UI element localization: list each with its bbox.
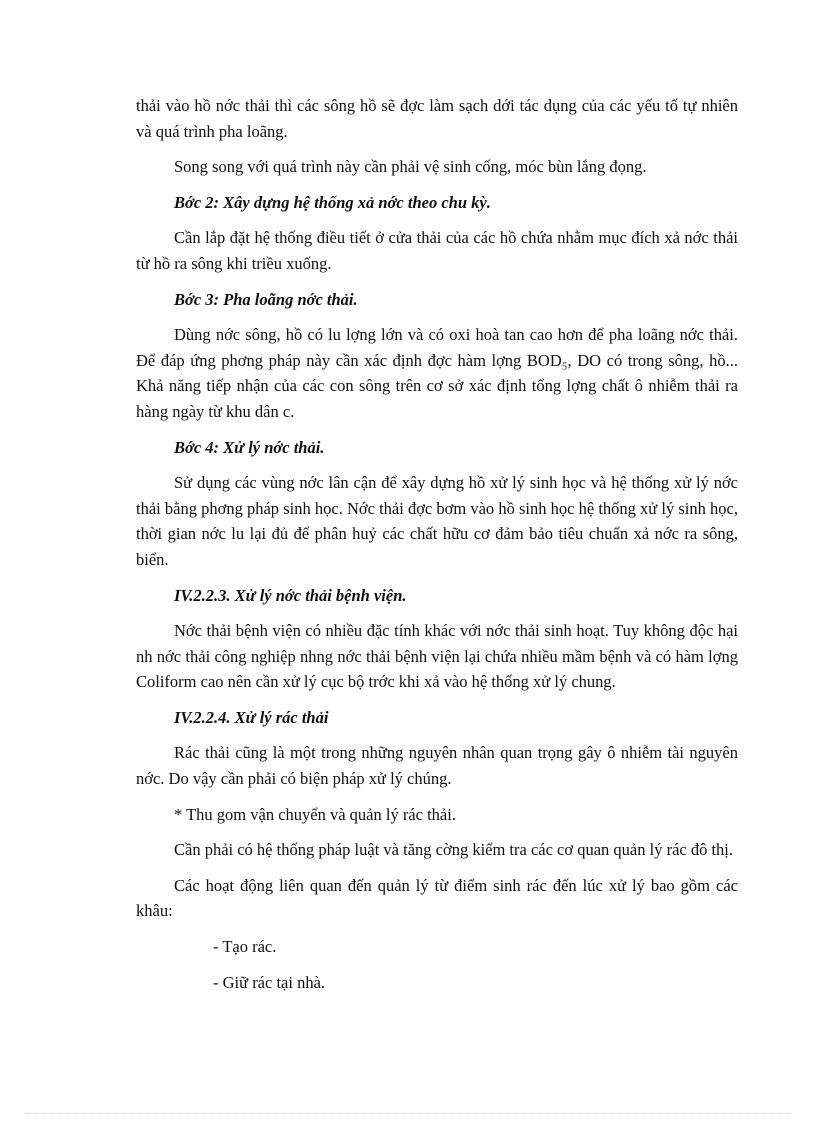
heading-hospital-wastewater: IV.2.2.3. Xử lý nớc thải bệnh viện. [174,585,407,605]
paragraph-solid-waste: Rác thải cũng là một trong những nguyên nhân quan trọng gây ô nhiễm tài nguyên nớc. Do vậy cần phải có biện pháp xử lý chúng. [136,743,738,789]
paragraph-step-4: Sử dụng các vùng nớc lân cận để xây dựng hồ xử lý sinh học và hệ thống xử lý nớc thải bằng phơng pháp sinh học. Nớc thải đợc bơm vào hồ sinh học hệ thống xử lý sinh học, thời gian nớc lu lại đủ để phân huỷ các chất hữu cơ đảm bảo tiêu chuẩn xả nớc ra sông, biển. [136,473,738,569]
paragraph-collection: * Thu gom vận chuyển và quản lý rác thải. [174,804,456,824]
paragraph-sanitation: Song song với quá trình này cần phải vệ sinh cống, móc bùn lắng đọng. [174,157,647,177]
document-page [136,93,738,1005]
paragraph-step-3: Dùng nớc sông, hồ có lu lợng lớn và có oxi hoà tan cao hơn để pha loãng nớc thải. Để đáp ứng phơng pháp này cần xác định đợc hàm lợng BOD₅, DO có trong sông, hồ... Khả năng tiếp nhận của các con sông trên cơ sở xác định tổng lợng chất ô nhiễm thải ra hàng ngày từ khu dân c. [136,325,738,421]
heading-solid-waste: IV.2.2.4. Xử lý rác thải [174,707,329,727]
page-bottom-divider [24,1113,792,1114]
paragraph-continuation: thải vào hồ nớc thải thì các sông hồ sẽ đợc làm sạch dới tác dụng của các yếu tố tự nhiên và quá trình pha loãng. [136,96,738,141]
paragraph-activities: Các hoạt động liên quan đến quản lý từ điểm sinh rác đến lúc xử lý bao gồm các khâu: [136,875,738,921]
heading-step-4: Bớc 4: Xử lý nớc thải. [174,437,325,457]
paragraph-legal-system: Cần phải có hệ thống pháp luật và tăng cờng kiểm tra các cơ quan quản lý rác đô thị. [174,840,734,860]
list-item: - Giữ rác tại nhà. [213,972,326,992]
paragraph-hospital-wastewater: Nớc thải bệnh viện có nhiều đặc tính khác với nớc thải sinh hoạt. Tuy không độc hại nh nớc thải công nghiệp nhng nớc thải bệnh viện lại chứa nhiều mầm bệnh và có hàm lợng Coliform cao nên cần xử lý cục bộ trớc khi xả vào hệ thống xử lý chung. [136,621,738,692]
heading-step-2: Bớc 2: Xây dựng hệ thống xả nớc theo chu kỳ. [174,192,491,212]
paragraph-step-2: Cần lắp đặt hệ thống điều tiết ở cửa thải của các hồ chứa nhằm mục đích xả nớc thải từ hồ ra sông khi triều xuống. [136,228,738,273]
list-item: - Tạo rác. [213,937,277,957]
heading-step-3: Bớc 3: Pha loãng nớc thải. [174,289,358,309]
